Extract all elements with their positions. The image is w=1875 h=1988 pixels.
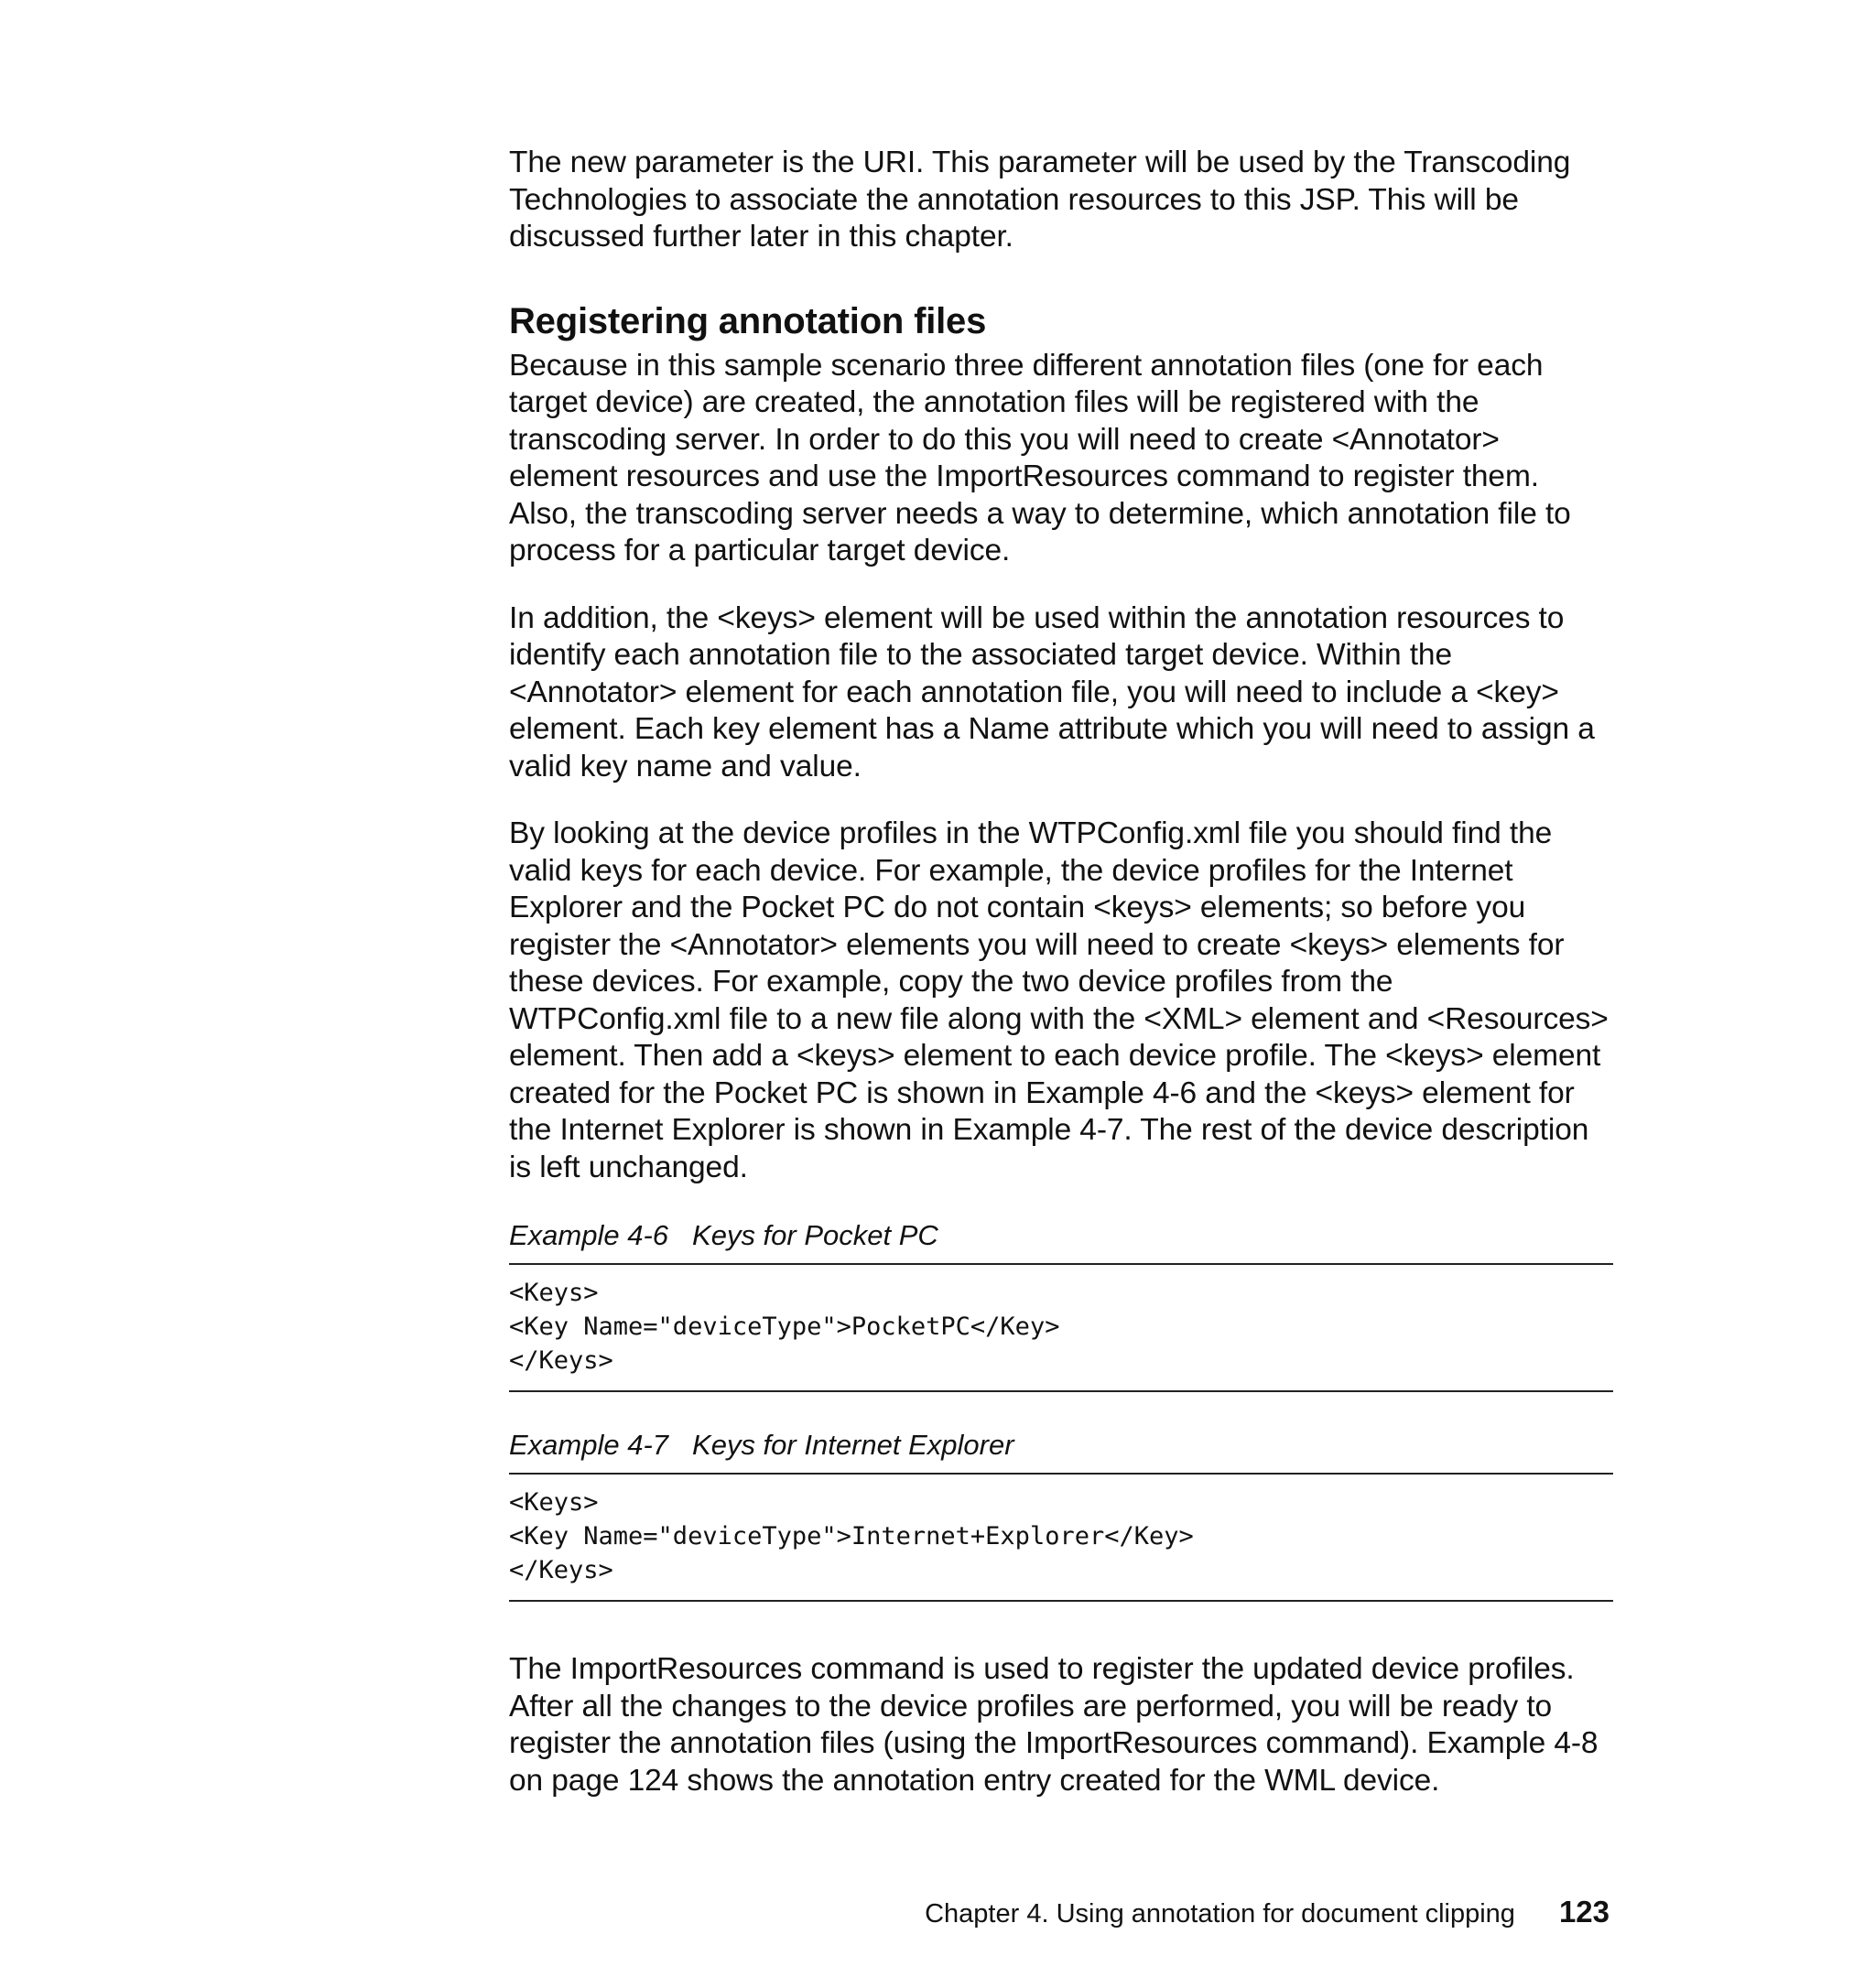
section-heading: Registering annotation files — [509, 300, 987, 341]
code-line: <Key Name="deviceType">PocketPC</Key> — [509, 1313, 1060, 1341]
example-4-6-code — [509, 1263, 1613, 1392]
import-resources-paragraph: The ImportResources command is used to register the updated device profiles. After all the changes to the device profiles are performed, you will be ready to register the annotation files (using the ImportResources command). Example 4-8 on page 124 shows the annotation entry created for the WML device. — [509, 1652, 1599, 1798]
page-content — [509, 137, 1613, 1799]
page-number: 123 — [1558, 1895, 1609, 1929]
example-4-7-caption — [509, 1427, 1613, 1464]
intro-paragraph: The new parameter is the URI. This parameter will be used by the Transcoding Technologies to associate the annotation resources to this JSP. This will be discussed further later in this chapter. — [509, 146, 1571, 254]
annotator-paragraph: Because in this sample scenario three different annotation files (one for each target device) are created, the annotation files will be registered with the transcoding server. In order to do this you will need to create <Annotator> element resources and use the ImportResources command to register them. Also, the transcoding server needs a way to determine, which annotation file to process for a particular target device. — [509, 348, 1571, 567]
code-line: <Keys> — [509, 1279, 599, 1307]
example-4-7-code — [509, 1473, 1613, 1602]
chapter-title: Chapter 4. Using annotation for document clipping — [925, 1899, 1515, 1929]
code-line: <Keys> — [509, 1488, 599, 1517]
code-line: </Keys> — [509, 1346, 613, 1375]
page-footer — [925, 1895, 1609, 1929]
code-line: <Key Name="deviceType">Internet+Explorer</Key> — [509, 1522, 1194, 1550]
example-4-6-title: Keys for Pocket PC — [692, 1219, 938, 1251]
example-4-7-number: Example 4-7 — [509, 1429, 669, 1461]
example-4-6-caption — [509, 1217, 1613, 1254]
example-4-7-title: Keys for Internet Explorer — [692, 1429, 1014, 1461]
example-4-6-number: Example 4-6 — [509, 1219, 669, 1251]
code-line: </Keys> — [509, 1556, 613, 1584]
device-profiles-paragraph: By looking at the device profiles in the WTPConfig.xml file you should find the valid keys for each device. For example, the device profiles for the Internet Explorer and the Pocket PC do not contain <keys> elements; so before you register the <Annotator> elements you will need to create <keys> elements for these devices. For example, copy the two device profiles from the WTPConfig.xml file to a new file along with the <XML> element and <Resources> element. Then add a <keys> element to each device profile. The <keys> element created for the Pocket PC is shown in Example 4-6 and the <keys> element for the Internet Explorer is shown in Example 4-7. The rest of the device description is left unchanged. — [509, 816, 1609, 1184]
keys-paragraph: In addition, the <keys> element will be used within the annotation resources to identify each annotation file to the associated target device. Within the <Annotator> element for each annotation file, you will need to include a <key> element. Each key element has a Name attribute which you will need to assign a valid key name and value. — [509, 600, 1595, 783]
